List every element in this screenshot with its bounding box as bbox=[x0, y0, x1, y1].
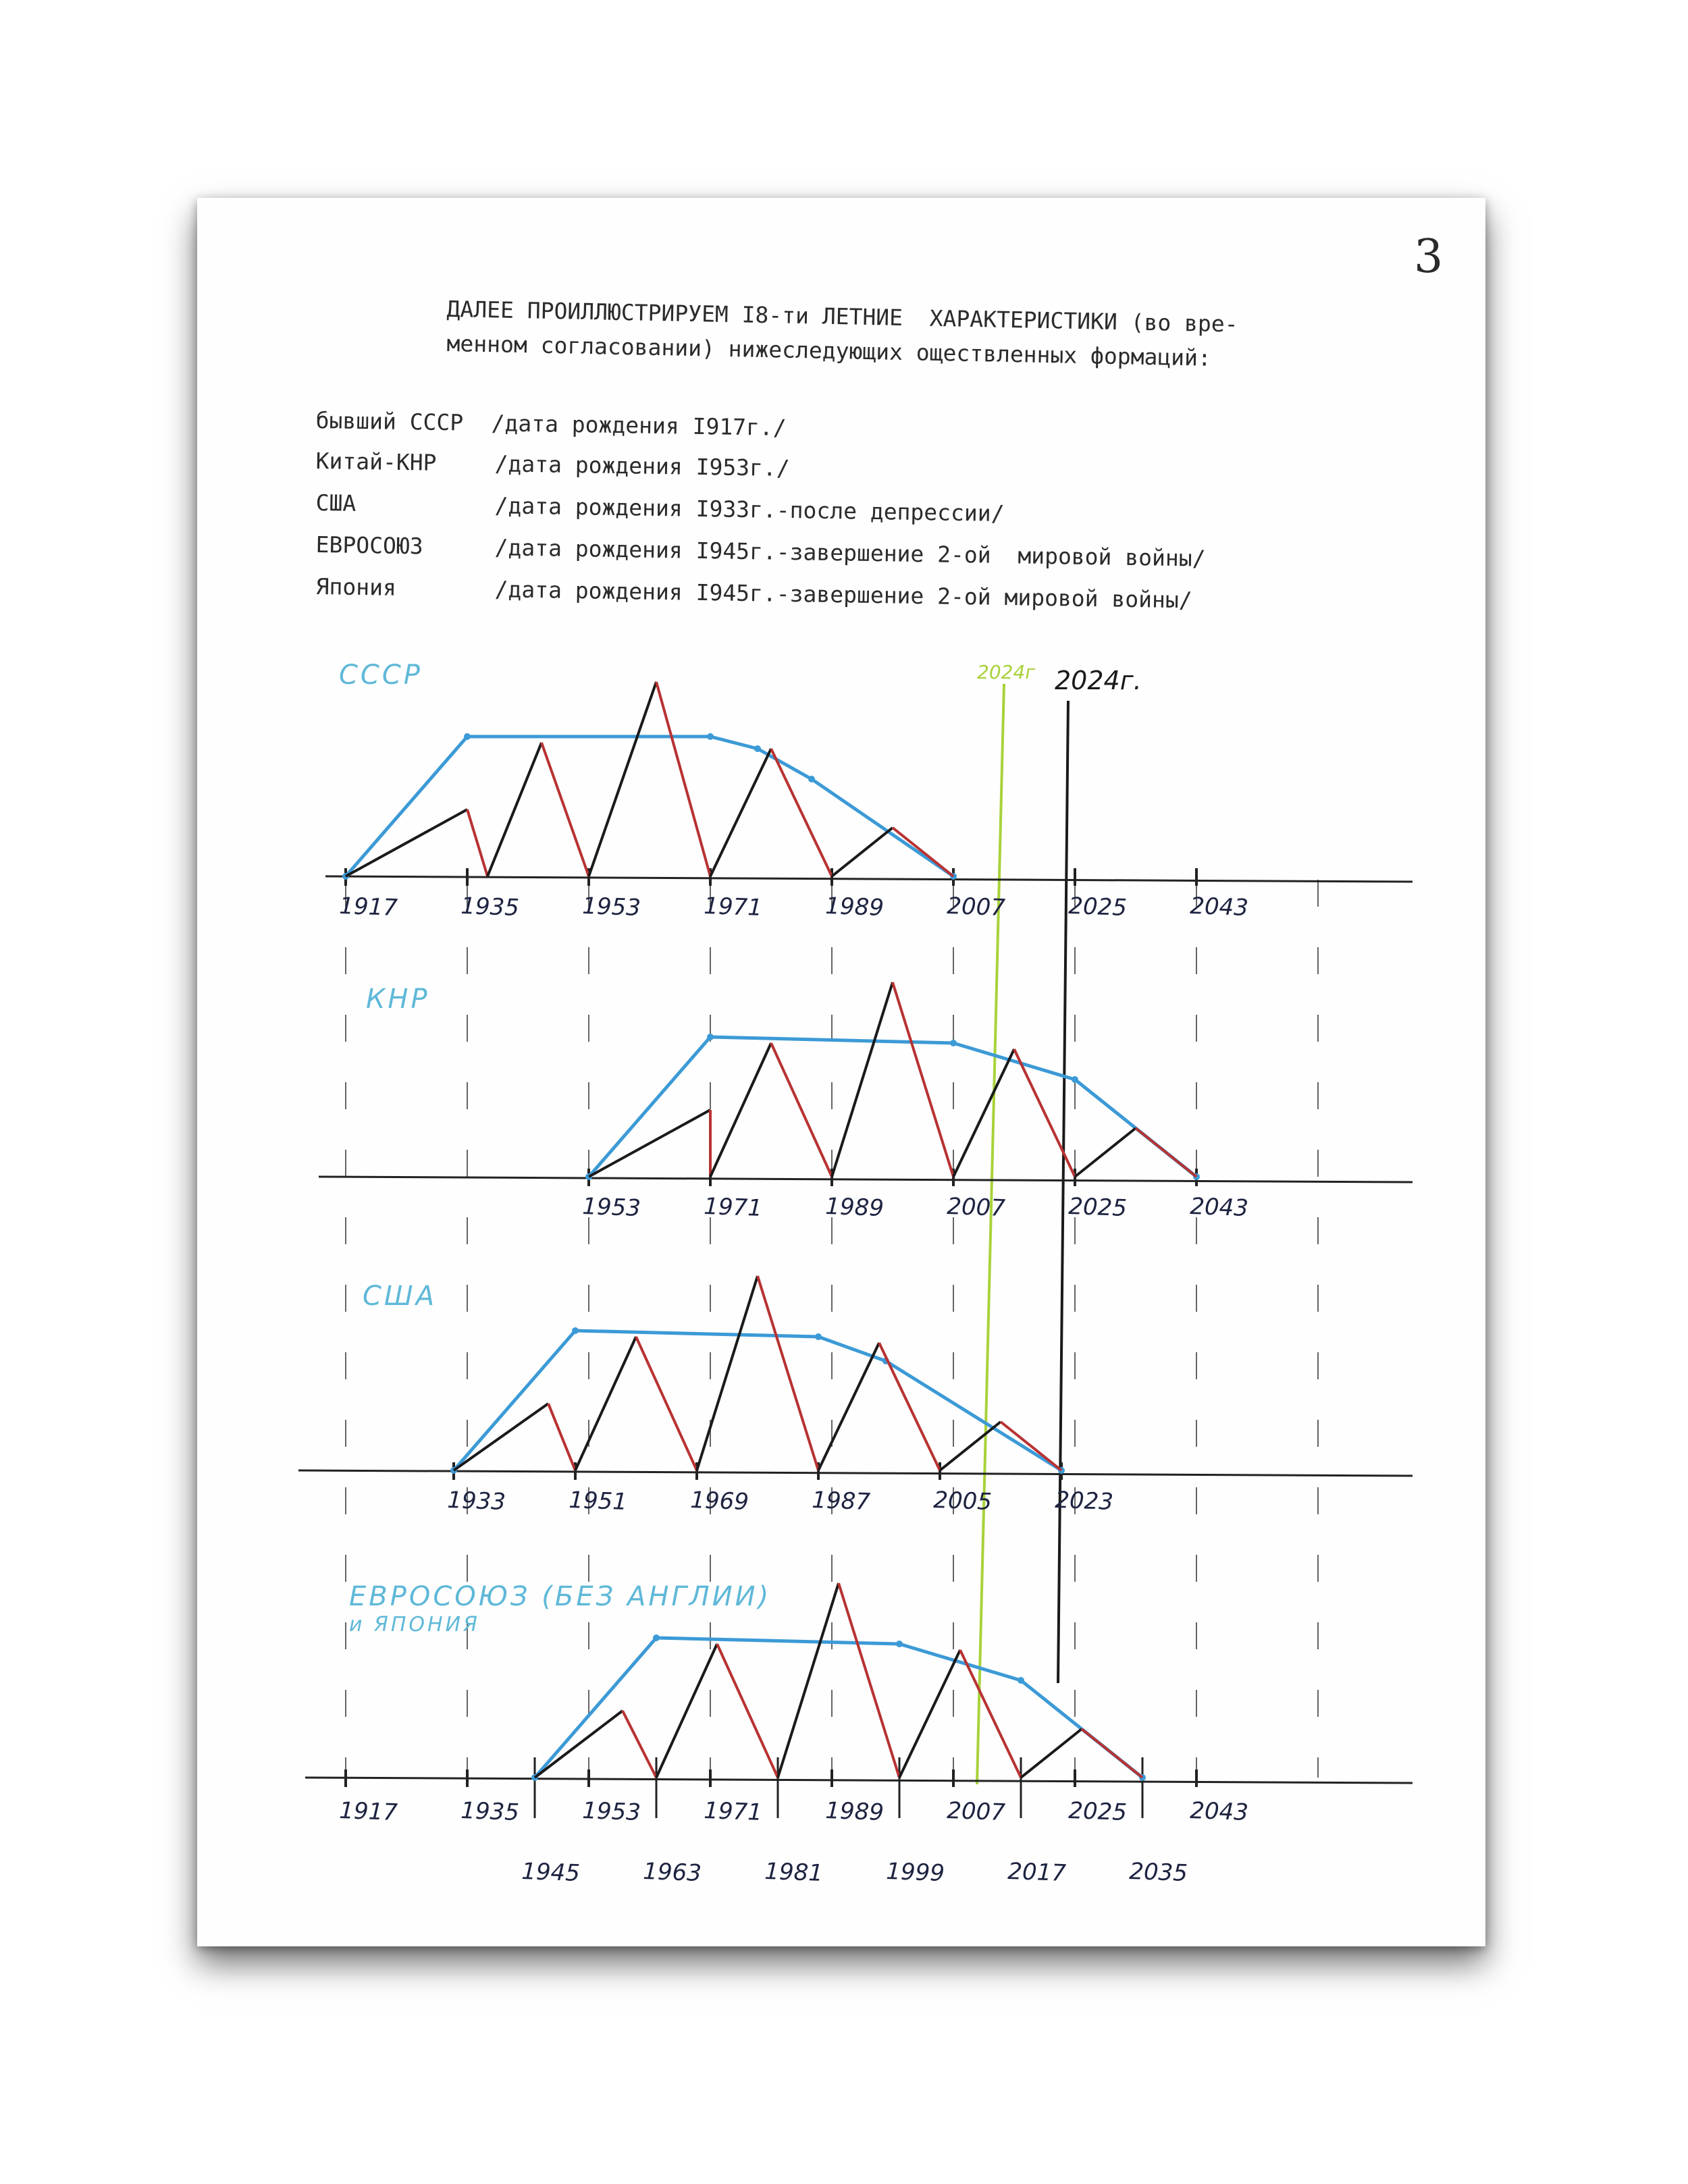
intro-text-line-1: ДАЛЕЕ ПРОИЛЛЮСТРИРУЕМ I8-ти ЛЕТНИЕ ХАРАКТЕРИСТИКИ (во вре- bbox=[446, 296, 1238, 338]
cycle-rise bbox=[832, 982, 893, 1177]
cycle-fall bbox=[893, 828, 953, 876]
formation-name: США bbox=[315, 489, 357, 516]
envelope-point bbox=[815, 1333, 822, 1340]
envelope-line bbox=[535, 1638, 1142, 1778]
cycle-fall bbox=[542, 743, 589, 876]
cycle-rise bbox=[346, 809, 467, 876]
cycle-fall bbox=[879, 1343, 940, 1470]
envelope-point bbox=[653, 1634, 660, 1641]
cycle-fall bbox=[771, 749, 832, 876]
formation-name: Япония bbox=[315, 573, 397, 601]
x-tick-label: 1953 bbox=[581, 1797, 641, 1827]
x-tick-label: 1917 bbox=[338, 893, 398, 922]
cycle-fall bbox=[758, 1276, 818, 1470]
cycle-fall bbox=[960, 1650, 1021, 1778]
x-tick-label: 1971 bbox=[703, 1193, 763, 1223]
envelope-point bbox=[707, 1034, 714, 1040]
cycle-rise bbox=[535, 1711, 623, 1778]
cycle-rise bbox=[1075, 1128, 1136, 1177]
x-tick-label: 2025 bbox=[1067, 893, 1128, 922]
x-axis bbox=[319, 1177, 1413, 1182]
envelope-point bbox=[754, 745, 761, 752]
black-marker-label: 2024г. bbox=[1055, 666, 1142, 695]
cycle-rise bbox=[710, 1043, 771, 1177]
x-tick-label: 1917 bbox=[338, 1797, 398, 1827]
formation-name: ЕВРОСОЮЗ bbox=[315, 531, 423, 560]
cycle-rise bbox=[589, 1110, 710, 1177]
envelope-line bbox=[454, 1331, 1061, 1470]
cycle-fall bbox=[771, 1043, 832, 1177]
envelope-point bbox=[707, 733, 714, 740]
cycle-rise bbox=[589, 682, 656, 876]
chart-subtitle: и ЯПОНИЯ bbox=[349, 1613, 480, 1636]
x-tick-label: 1969 bbox=[689, 1487, 749, 1516]
x-tick-label: 1933 bbox=[446, 1487, 506, 1516]
intro-text-line-2: менном согласовании) нижеследующих оществленных формаций: bbox=[446, 330, 1212, 371]
cycle-fall bbox=[623, 1711, 656, 1778]
x-tick-label: 1989 bbox=[824, 893, 885, 922]
cycle-rise bbox=[697, 1276, 758, 1470]
x-tick-label: 2005 bbox=[932, 1487, 993, 1516]
chart-title: США bbox=[363, 1281, 438, 1312]
chart-title: ЕВРОСОЮЗ (БЕЗ АНГЛИИ) bbox=[349, 1581, 772, 1612]
cycle-rise bbox=[487, 743, 542, 876]
x-tick-label: 1987 bbox=[811, 1487, 871, 1516]
cycle-rise bbox=[832, 828, 893, 876]
cycle-rise bbox=[710, 749, 771, 876]
cycle-fall bbox=[893, 982, 953, 1177]
x-axis bbox=[325, 876, 1413, 882]
cycle-rise bbox=[953, 1049, 1014, 1177]
x-tick-label: 2043 bbox=[1189, 893, 1249, 922]
cycle-rise bbox=[818, 1343, 879, 1470]
x-tick-label: 2025 bbox=[1067, 1193, 1128, 1223]
chart-title: КНР bbox=[366, 984, 430, 1015]
cycle-rise bbox=[778, 1583, 839, 1778]
cycle-fall bbox=[548, 1404, 575, 1470]
formation-name: бывший СССР bbox=[315, 407, 464, 436]
hand-drawn-charts bbox=[197, 198, 1485, 1946]
x-tick-label: 2007 bbox=[946, 893, 1006, 922]
x-tick-label-lower: 2035 bbox=[1128, 1858, 1188, 1888]
cycle-rise bbox=[575, 1337, 636, 1470]
x-tick-label: 1971 bbox=[703, 1797, 763, 1827]
cycle-rise bbox=[940, 1422, 1001, 1470]
x-tick-label: 2007 bbox=[946, 1797, 1006, 1827]
formation-name: Китай-КНР bbox=[315, 448, 437, 476]
x-tick-label: 1953 bbox=[581, 1193, 641, 1223]
chart-title: СССР bbox=[339, 660, 423, 691]
x-tick-label: 1951 bbox=[568, 1487, 628, 1516]
black-2024-marker bbox=[1058, 701, 1068, 1683]
cycle-fall bbox=[1001, 1422, 1061, 1470]
x-tick-label: 2007 bbox=[946, 1193, 1006, 1223]
x-tick-label: 2025 bbox=[1067, 1797, 1128, 1827]
x-tick-label: 2023 bbox=[1054, 1487, 1114, 1516]
envelope-point bbox=[1072, 1076, 1078, 1083]
cycle-fall bbox=[636, 1337, 697, 1470]
formation-desc: /дата рождения I953г./ bbox=[494, 450, 791, 482]
cycle-fall bbox=[1014, 1049, 1075, 1177]
formation-desc: /дата рождения I933г.-после депрессии/ bbox=[494, 492, 1005, 527]
page-number: 3 bbox=[1414, 230, 1444, 284]
x-tick-label: 1989 bbox=[824, 1797, 885, 1827]
cycle-rise bbox=[656, 1644, 717, 1778]
x-tick-label-lower: 1945 bbox=[521, 1858, 581, 1888]
x-tick-label-lower: 1999 bbox=[885, 1858, 945, 1888]
cycle-fall bbox=[839, 1583, 899, 1778]
x-tick-label: 1935 bbox=[460, 1797, 520, 1827]
envelope-line bbox=[589, 1037, 1196, 1177]
formation-desc: /дата рождения I917г./ bbox=[491, 410, 787, 441]
x-tick-label: 1935 bbox=[460, 893, 520, 922]
x-tick-label: 2043 bbox=[1189, 1193, 1249, 1223]
envelope-point bbox=[950, 1040, 957, 1046]
x-tick-label: 1989 bbox=[824, 1193, 885, 1223]
document-page bbox=[197, 198, 1485, 1946]
x-axis bbox=[298, 1470, 1413, 1476]
envelope-point bbox=[896, 1641, 903, 1647]
formation-desc: /дата рождения I945г.-завершение 2-ой мировой войны/ bbox=[494, 576, 1192, 614]
formation-desc: /дата рождения I945г.-завершение 2-ой мировой войны/ bbox=[494, 534, 1206, 572]
x-tick-label-lower: 1981 bbox=[764, 1858, 824, 1888]
envelope-line bbox=[346, 737, 953, 876]
x-tick-label-lower: 1963 bbox=[642, 1858, 702, 1888]
x-axis bbox=[305, 1778, 1413, 1783]
green-2024-marker bbox=[977, 684, 1004, 1784]
green-marker-label: 2024г bbox=[977, 661, 1035, 683]
x-tick-label: 1953 bbox=[581, 893, 641, 922]
envelope-point bbox=[572, 1327, 579, 1334]
cycle-rise bbox=[899, 1650, 960, 1778]
envelope-point bbox=[808, 776, 815, 782]
x-tick-label-lower: 2017 bbox=[1007, 1858, 1067, 1888]
x-tick-label: 1971 bbox=[703, 893, 763, 922]
cycle-fall bbox=[1082, 1729, 1142, 1778]
cycle-fall bbox=[656, 682, 710, 876]
envelope-point bbox=[1018, 1677, 1024, 1684]
cycle-fall bbox=[1136, 1128, 1196, 1177]
x-tick-label: 2043 bbox=[1189, 1797, 1249, 1827]
cycle-fall bbox=[467, 809, 487, 876]
cycle-rise bbox=[1021, 1729, 1082, 1778]
cycle-fall bbox=[717, 1644, 778, 1778]
envelope-point bbox=[464, 733, 471, 740]
